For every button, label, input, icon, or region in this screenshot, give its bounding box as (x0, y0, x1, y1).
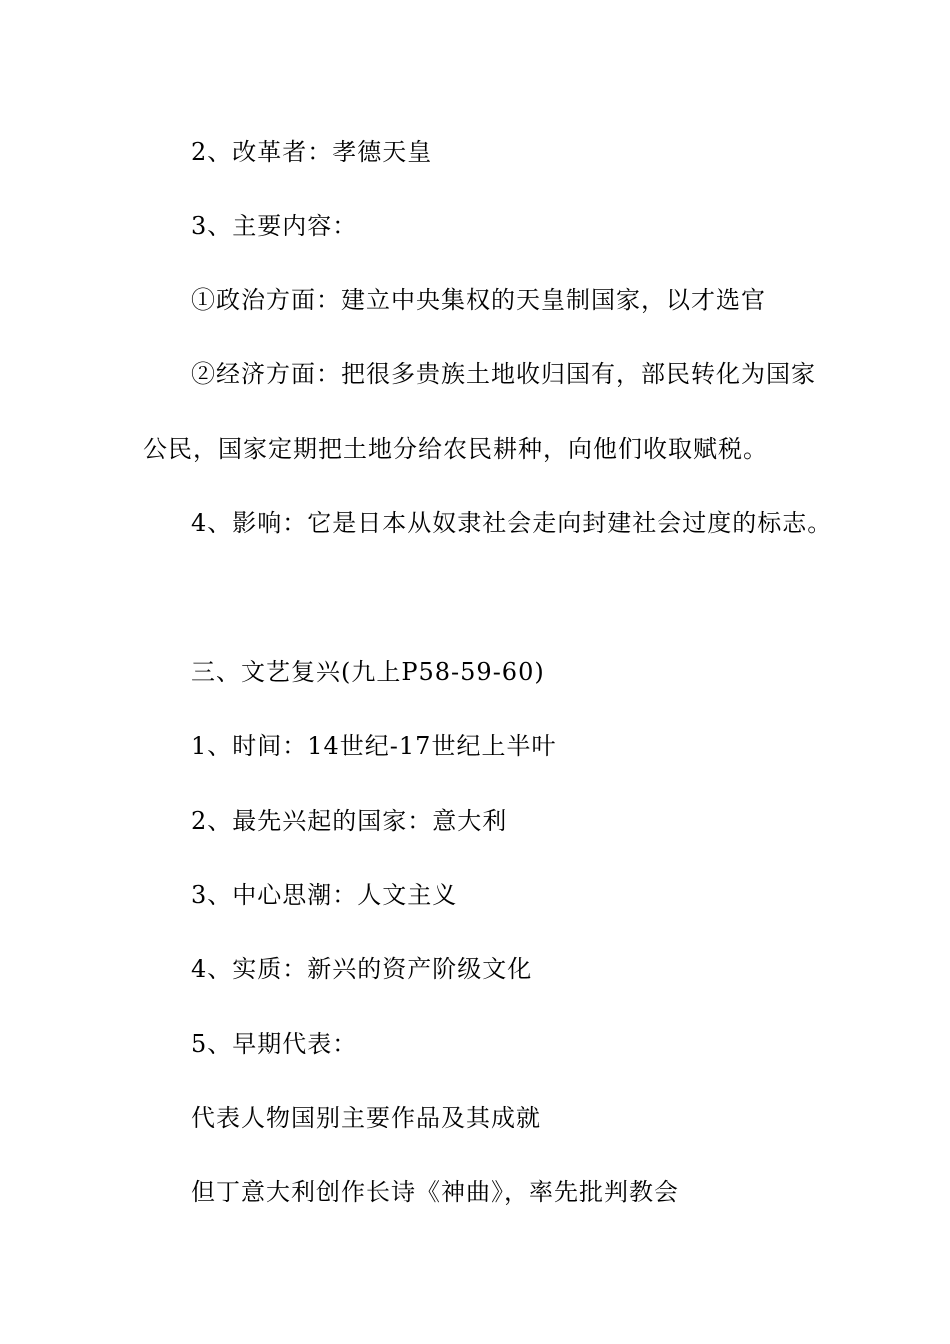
economic-aspect-line: ②经济方面：把很多贵族土地收归国有，部民转化为国家 (191, 360, 816, 388)
influence-line: 4、影响：它是日本从奴隶社会走向封建社会过度的标志。 (191, 509, 833, 537)
first-country-line: 2、最先兴起的国家：意大利 (191, 807, 508, 835)
section-heading-renaissance: 三、文艺复兴(九上P58-59-60) (191, 658, 545, 686)
essence-line: 4、实质：新兴的资产阶级文化 (191, 955, 533, 983)
time-line: 1、时间：14世纪-17世纪上半叶 (191, 732, 557, 760)
table-header-line: 代表人物国别主要作品及其成就 (191, 1104, 541, 1132)
early-representatives-heading: 5、早期代表： (191, 1030, 358, 1058)
dante-row-line: 但丁意大利创作长诗《神曲》，率先批判教会 (191, 1178, 679, 1206)
economic-aspect-continuation: 公民，国家定期把土地分给农民耕种，向他们收取赋税。 (143, 435, 768, 463)
main-content-heading: 3、主要内容： (191, 212, 358, 240)
reformer-line: 2、改革者：孝德天皇 (191, 138, 433, 166)
central-thought-line: 3、中心思潮：人文主义 (191, 881, 458, 909)
political-aspect-line: ①政治方面：建立中央集权的天皇制国家，以才选官 (191, 286, 766, 314)
